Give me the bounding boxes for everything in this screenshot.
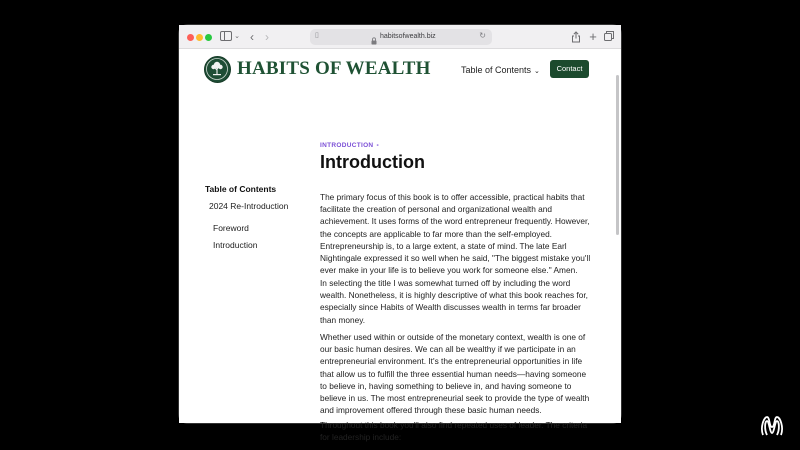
breadcrumb-label[interactable]: INTRODUCTION: [320, 142, 374, 149]
chevron-down-icon: ⌄: [534, 68, 540, 75]
zoom-window-button[interactable]: [205, 34, 212, 41]
bullet-icon: •: [376, 142, 380, 149]
chevron-down-icon[interactable]: ⌄: [234, 33, 240, 40]
contact-button[interactable]: Contact: [550, 60, 589, 78]
minimize-window-button[interactable]: [196, 34, 203, 41]
breadcrumb: [320, 142, 379, 149]
toc-title: Table of Contents: [205, 184, 277, 194]
back-icon[interactable]: ‹: [250, 30, 254, 44]
reload-icon[interactable]: ↻: [479, 31, 486, 40]
page-title: Introduction: [320, 152, 425, 172]
address-bar[interactable]: [310, 29, 492, 45]
nav-toc-label: Table of Contents: [461, 65, 532, 75]
paragraph: The primary focus of this book is to offer accessible, practical habits that facilitate the creation of personal and organizational wealth and achievement. It uses forms of the word entrepreneur frequently. However, the concepts are applicable to far more than the self-employed. Entrepreneurship is, to a large extent, a state of mind. The late Earl Nightingale expressed it so well when he said, "The biggest mistake you'll ever make in your life is to believe you work for someone else." Amen.: [320, 192, 591, 276]
url-text: habitsofwealth.biz: [380, 33, 436, 40]
lock-icon: [371, 32, 377, 42]
browser-window: [179, 25, 621, 443]
web-page: [179, 49, 621, 443]
scrollbar[interactable]: [616, 75, 619, 235]
site-title[interactable]: HABITS OF WEALTH: [237, 58, 431, 79]
paragraph: Throughout this book you'll also find repeated uses of leader. The criteria for leadership include:: [320, 420, 588, 443]
close-window-button[interactable]: [187, 34, 194, 41]
share-icon[interactable]: [571, 31, 581, 43]
forward-icon[interactable]: ›: [265, 30, 269, 44]
browser-toolbar: [179, 25, 621, 49]
abc-watermark-icon: [759, 413, 785, 439]
new-tab-icon[interactable]: +: [589, 29, 597, 44]
site-logo[interactable]: [204, 56, 231, 83]
paragraph: Whether used within or outside of the monetary context, wealth is one of our basic human desires. We can all be wealthy if we participate in an entrepreneurial environment. It's the entrepreneurial opportunities in life that allow us to fulfill the three essential human needs—having someone to believe in, having something to believe in, and having someone to believe in us. The most entrepreneurial seek to provide the type of wealth and improvement offered through these basic human needs.: [320, 332, 590, 416]
toc-item-foreword[interactable]: Foreword: [213, 223, 249, 233]
paragraph: In selecting the title I was somewhat turned off by including the word wealth. Nonetheless, it is highly descriptive of what this book reaches for, especially since Habits of Wealth discusses wealth in terms far broader than money.: [320, 278, 588, 325]
toc-item-introduction[interactable]: Introduction: [213, 240, 258, 250]
nav-table-of-contents[interactable]: [461, 64, 540, 78]
toc-item-2024-reintroduction[interactable]: 2024 Re-Introduction: [209, 201, 289, 211]
tabs-overview-icon[interactable]: [604, 31, 614, 43]
page-icon: ▯: [315, 32, 319, 39]
sidebar-icon[interactable]: [220, 31, 232, 43]
